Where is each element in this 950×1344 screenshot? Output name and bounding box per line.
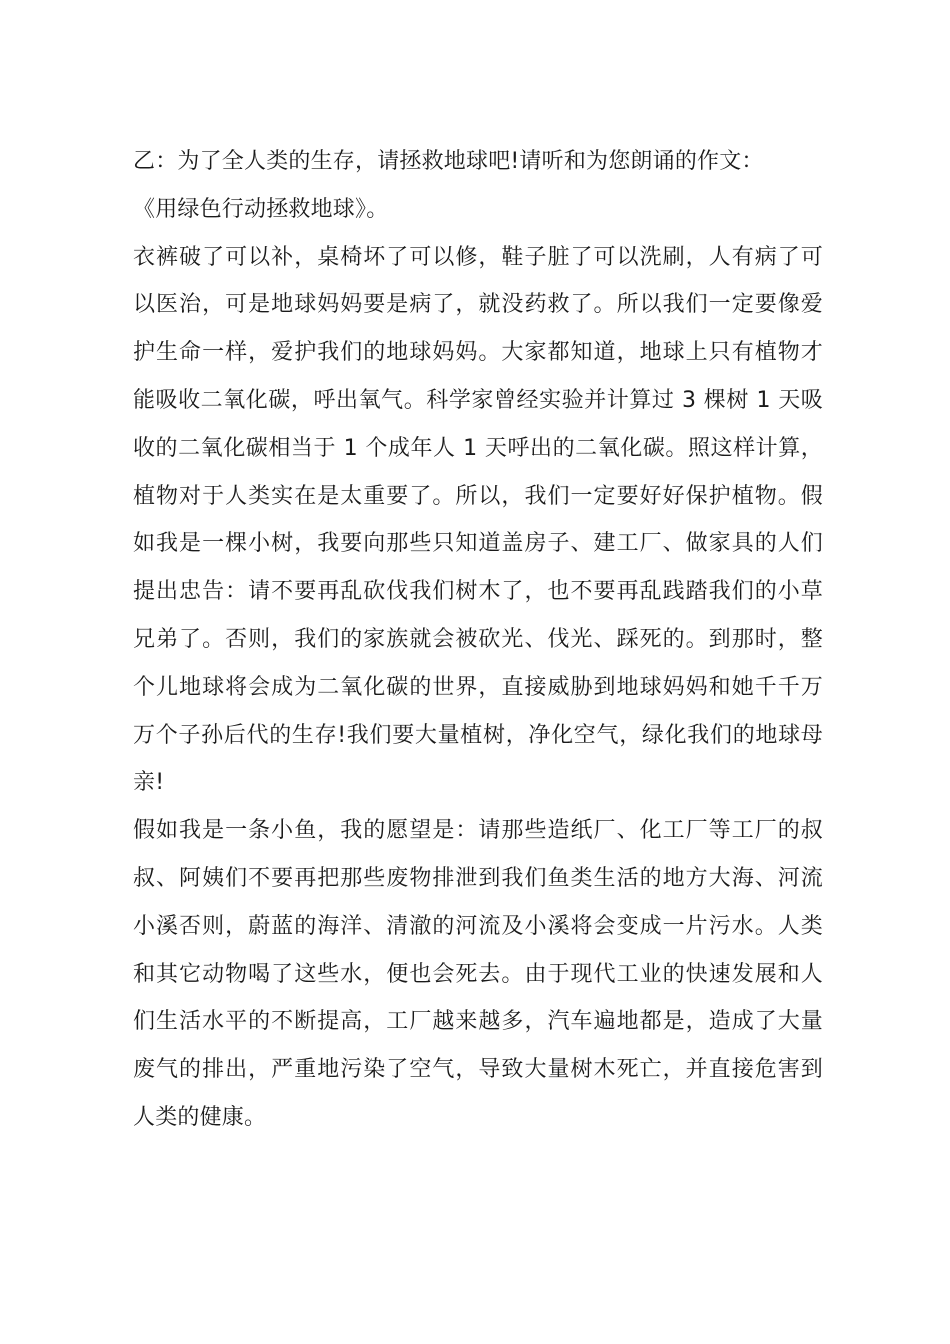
text-line: 收的二氧化碳相当于 1 个成年人 1 天呼出的二氧化碳。照这样计算， — [133, 435, 823, 461]
document-body — [133, 138, 823, 1142]
text-line: 如我是一棵小树，我要向那些只知道盖房子、建工厂、做家具的人们 — [133, 531, 823, 557]
text-line: 护生命一样，爱护我们的地球妈妈。大家都知道，地球上只有植物才 — [133, 340, 823, 366]
text-line: 人类的健康。 — [133, 1104, 267, 1130]
text-line: 小溪否则，蔚蓝的海洋、清澈的河流及小溪将会变成一片污水。人类 — [133, 913, 823, 939]
text-line: 提出忠告：请不要再乱砍伐我们树木了，也不要再乱践踏我们的小草 — [133, 579, 823, 605]
text-line: 叔、阿姨们不要再把那些废物排泄到我们鱼类生活的地方大海、河流 — [133, 865, 823, 891]
text-line: 《用绿色行动拯救地球》。 — [133, 196, 389, 222]
text-line: 亲! — [133, 770, 165, 796]
text-line: 能吸收二氧化碳，呼出氧气。科学家曾经实验并计算过 3 棵树 1 天吸 — [133, 387, 823, 413]
text-line: 以医治，可是地球妈妈要是病了，就没药救了。所以我们一定要像爱 — [133, 292, 823, 318]
text-line: 植物对于人类实在是太重要了。所以，我们一定要好好保护植物。假 — [133, 483, 823, 509]
text-line: 们生活水平的不断提高，工厂越来越多，汽车遍地都是，造成了大量 — [133, 1009, 823, 1035]
text-line: 万个子孙后代的生存!我们要大量植树，净化空气，绿化我们的地球母 — [133, 722, 823, 748]
text-line: 假如我是一条小鱼，我的愿望是：请那些造纸厂、化工厂等工厂的叔 — [133, 818, 823, 844]
text-line: 乙：为了全人类的生存，请拯救地球吧!请听和为您朗诵的作文： — [133, 149, 764, 174]
text-line: 和其它动物喝了这些水，便也会死去。由于现代工业的快速发展和人 — [133, 961, 823, 987]
text-line: 兄弟了。否则，我们的家族就会被砍光、伐光、踩死的。到那时，整 — [133, 626, 823, 652]
text-line: 衣裤破了可以补，桌椅坏了可以修，鞋子脏了可以洗刷，人有病了可 — [133, 244, 823, 270]
text-line: 废气的排出，严重地污染了空气，导致大量树木死亡，并直接危害到 — [133, 1057, 823, 1083]
text-line: 个儿地球将会成为二氧化碳的世界，直接威胁到地球妈妈和她千千万 — [133, 674, 823, 700]
